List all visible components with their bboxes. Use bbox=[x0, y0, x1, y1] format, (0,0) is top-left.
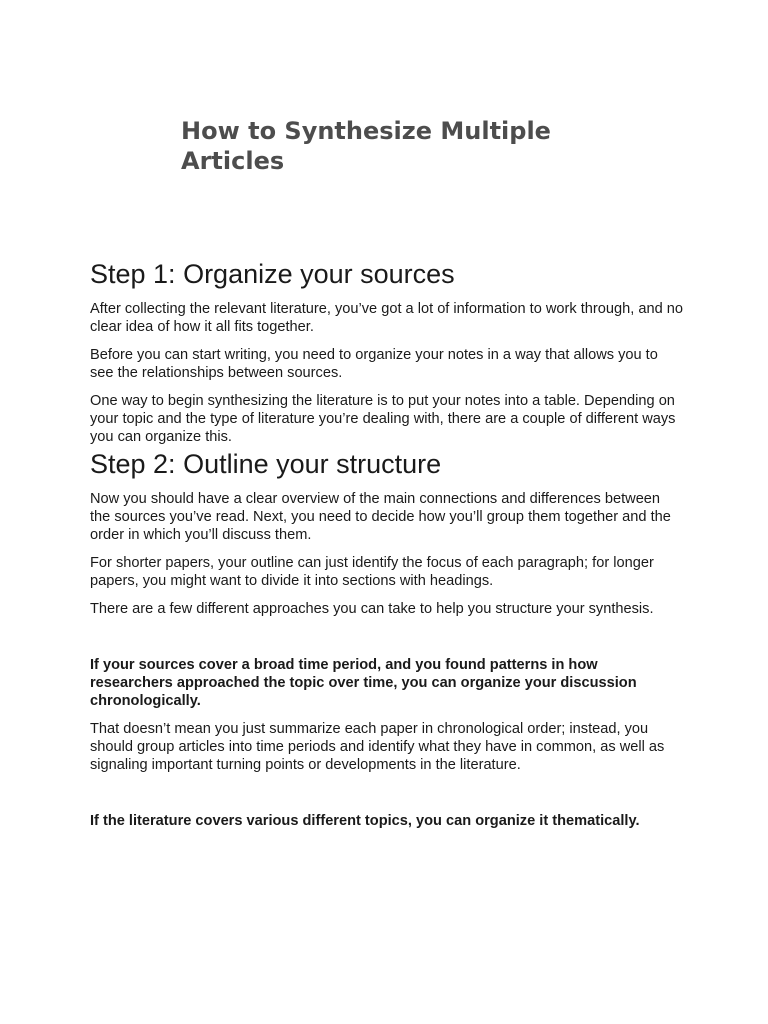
step-2-paragraph-2: For shorter papers, your outline can just identify the focus of each paragraph; for longer papers, you might want to divide it into sections with headings. bbox=[90, 555, 654, 589]
step-2-section bbox=[90, 446, 684, 830]
step-2-heading: Step 2: Outline your structure bbox=[90, 449, 442, 479]
step-2-paragraph-1: Now you should have a clear overview of the main connections and differences between the sources you’ve read. Next, you need to decide how you’ll group them together and the order in which you’ll discuss them. bbox=[90, 491, 671, 543]
thematic-approach-heading: If the literature covers various different topics, you can organize it thematically. bbox=[90, 813, 640, 829]
document-title: How to Synthesize Multiple Articles bbox=[181, 117, 551, 175]
step-1-heading: Step 1: Organize your sources bbox=[90, 259, 455, 289]
step-2-paragraph-3: There are a few different approaches you can take to help you structure your synthesis. bbox=[90, 601, 654, 617]
chronological-approach-heading: If your sources cover a broad time period, and you found patterns in how researchers approached the topic over time, you can organize your discussion chronologically. bbox=[90, 657, 637, 709]
step-1-paragraph-1: After collecting the relevant literature, you’ve got a lot of information to work through, and no clear idea of how it all fits together. bbox=[90, 301, 683, 335]
step-1-paragraph-2: Before you can start writing, you need to organize your notes in a way that allows you to see the relationships between sources. bbox=[90, 347, 658, 381]
document-body bbox=[90, 256, 684, 830]
step-1-paragraph-3: One way to begin synthesizing the literature is to put your notes into a table. Depending on your topic and the type of literature you’re dealing with, there are a couple of different ways you can organize this. bbox=[90, 393, 676, 445]
step-1-section bbox=[90, 256, 684, 446]
chronological-approach-paragraph: That doesn’t mean you just summarize each paper in chronological order; instead, you should group articles into time periods and identify what they have in common, as well as signaling important turning points or developments in the literature. bbox=[90, 721, 665, 773]
